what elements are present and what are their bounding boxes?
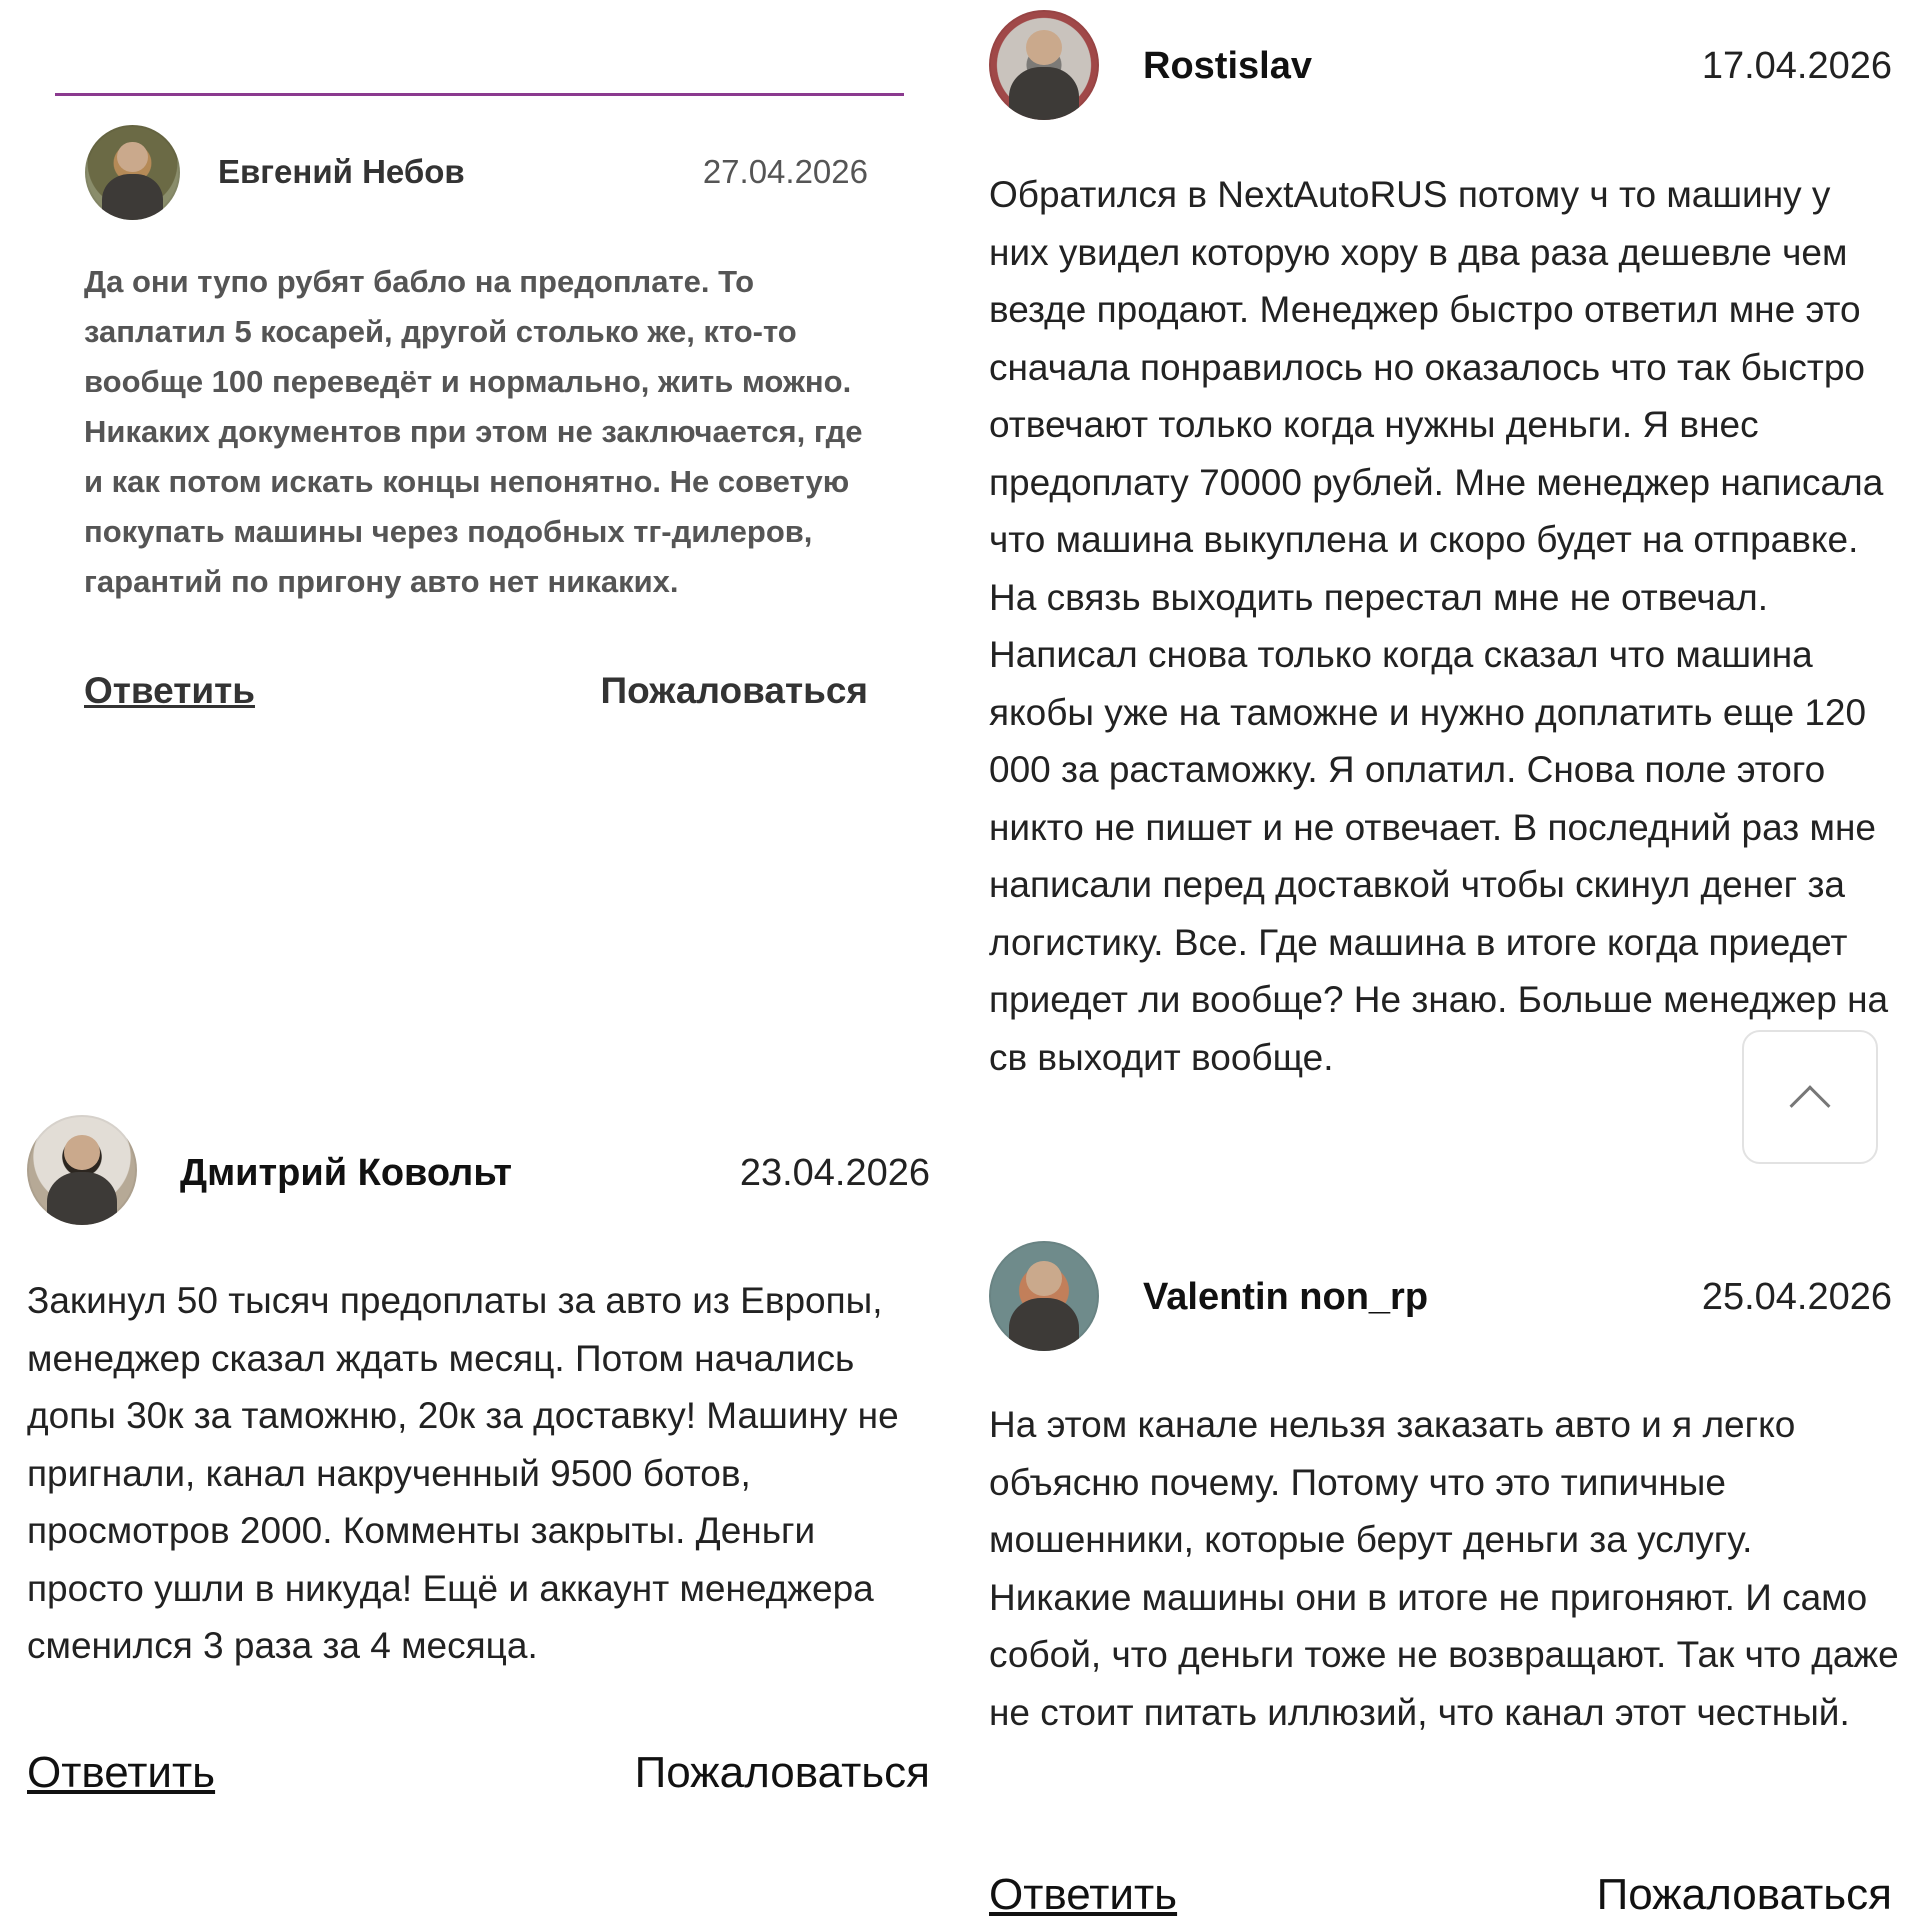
review-author[interactable]: Евгений Небов	[218, 153, 465, 190]
review-author[interactable]: Valentin non_rp	[1143, 1276, 1429, 1318]
scroll-to-top-button[interactable]	[1742, 1030, 1878, 1164]
review-date: 27.04.2026	[702, 153, 868, 190]
reply-link[interactable]: Ответить	[27, 1748, 216, 1797]
avatar[interactable]	[27, 1115, 137, 1225]
review-author[interactable]: Дмитрий Ковольт	[180, 1152, 512, 1194]
avatar[interactable]	[989, 1241, 1099, 1351]
review-text: Закинул 50 тысяч предоплаты за авто из Европы, менеджер сказал ждать месяц. Потом начались допы 30к за таможню, 20к за доставку! Машину не пригнали, канал накрученный 9500 ботов, просмотров 2000. Комменты закрыты. Деньги просто ушли в никуда! Ещё и аккаунт менеджера сменился 3 раза за 4 месяца.	[27, 1280, 899, 1666]
review-date: 25.04.2026	[1701, 1276, 1892, 1318]
avatar[interactable]	[989, 10, 1099, 120]
review-text: Да они тупо рубят бабло на предоплате. То заплатил 5 косарей, другой столько же, кто-то вообще 100 переведёт и нормально, жить можно. Никаких документов при этом не заключается, где и как потом искать концы непонятно. Не советую покупать машины через подобных тг-дилеров, гарантий по пригону авто нет никаких.	[84, 264, 863, 599]
review-text: Обратился в NextAutoRUS потому ч то машину у них увидел которую хору в два раза дешевле чем везде продают. Менеджер быстро ответил мне это сначала понравилось но оказалось что так быстро отвечают только когда нужны деньги. Я внес предоплату 70000 рублей. Мне менеджер написала что машина выкуплена и скоро будет на отправке. На связь выходить перестал мне не отвечал. Написал снова только когда сказал что машина якобы уже на таможне и нужно доплатить еще 120 000 за растаможку. Я оплатил. Снова поле этого никто не пишет и не отвечает. В последний раз мне написали перед доставкой чтобы скинул денег за логистику. Все. Где машина в итоге когда приедет приедет ли вообще? Не знаю. Больше менеджер на св выходит вообще.	[989, 174, 1889, 1078]
report-link[interactable]: Пожаловаться	[634, 1748, 930, 1797]
review-text: На этом канале нельзя заказать авто и я легко объясню почему. Потому что это типичные мошенники, которые берут деньги за услугу. Никакие машины они в итоге не пригоняют. И само собой, что деньги тоже не возвращают. Так что даже не стоит питать иллюзий, что канал этот честный.	[989, 1404, 1899, 1733]
report-link[interactable]: Пожаловаться	[1596, 1870, 1892, 1919]
review-date: 17.04.2026	[1701, 45, 1892, 87]
reply-link[interactable]: Ответить	[84, 670, 255, 711]
avatar[interactable]	[85, 125, 180, 220]
report-link[interactable]: Пожаловаться	[600, 670, 868, 711]
section-divider	[55, 93, 904, 96]
reply-link[interactable]: Ответить	[989, 1870, 1178, 1919]
review-author[interactable]: Rostislav	[1143, 45, 1312, 87]
chevron-up-icon	[1789, 1085, 1830, 1126]
review-date: 23.04.2026	[739, 1152, 930, 1194]
